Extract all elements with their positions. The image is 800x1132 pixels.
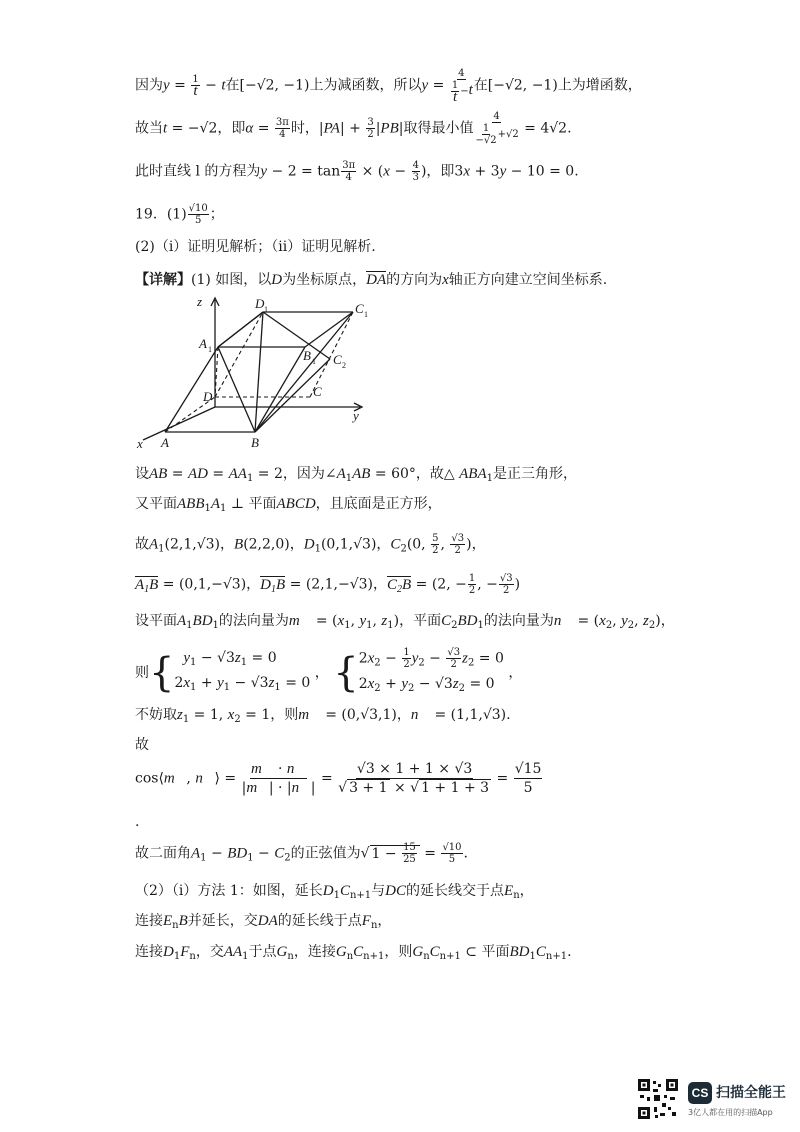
label-C2: C	[333, 352, 342, 367]
cos-line: cos⟨m⃗, n⃗⟩ = $\frac{m⃗ \cdot n⃗}{|m⃗| \cdot |n⃗|}$ = $\frac{√3 \times 1 + 1 \times √3}{√ 3 + 1 \times √ 1 + 1 + 3}$ = $\frac{√15}{5}$	[135, 761, 542, 796]
setup-line: 设AB = AD = $AA_1 = 2$，因为$\angle A_1AB = 60^\circ$，故△ $ABA_1$是正三角形，	[135, 466, 578, 484]
dot-line: .	[135, 814, 140, 830]
line-3: 此时直线 l 的方程为y − 2 = tan $\frac{3\pi}{4}$ × (x − $\frac{4}{3}$ )，即3x + 3y − 10 = 0.	[135, 160, 579, 183]
label-B1-sub: 1	[312, 357, 316, 366]
prism-diagram	[135, 292, 375, 452]
qr-code-icon	[638, 1079, 678, 1119]
line-2: 故当t = −√2，即α = $\frac{3\pi}{4}$ 时，|PA| + $\frac{3}{2}$ |PB|取得最小值 4 $\frac{1}{-√2}$ +√2 = 4√2.	[135, 111, 572, 146]
label-z: z	[197, 294, 203, 309]
label-A: A	[161, 435, 169, 450]
line-1: 因为y = $\frac{1}{t}$ − t在[−√2, −1)上为减函数，所以y = 4 $\frac{1}{t}$ −t 在[−√2, −1)上为增函数，	[135, 68, 642, 105]
label-B1: B	[303, 348, 311, 363]
system-line: 则{ $y_1 - √3z_1 = 0$ $2x_1 + y_1 - √3z_1 = 0$ ， { $2x_2$ − $\frac{1}{2}$ $y_2$ − $\frac{√3}{2}$ $z_2 = 0$ $2x_2 + y_2 - √3z_2 = 0$ ，	[135, 647, 523, 696]
camscanner-brand: 扫描全能王	[716, 1085, 786, 1101]
link-line-1: 连接$E_nB$并延长，交DA的延长线于点$F_n$，	[135, 913, 392, 931]
gu-line: 故	[135, 737, 149, 753]
part-2-summary: (2)（i）证明见解析；（ii）证明见解析.	[135, 239, 376, 255]
label-y: y	[353, 408, 359, 423]
camscanner-tagline: 3亿人都在用的扫描App	[688, 1108, 773, 1117]
plane-line: 又平面$ABB_1A_1$ ⊥ 平面ABCD，且底面是正方形，	[135, 496, 442, 514]
label-C: C	[313, 384, 322, 399]
label-A1: A	[199, 336, 207, 351]
detail-intro: 【详解】(1) 如图，以D为坐标原点，DA的方向为x轴正方向建立空间坐标系.	[135, 272, 608, 288]
label-D1: D	[255, 296, 265, 311]
label-C1: C	[355, 301, 364, 316]
label-D1-sub: 1	[264, 305, 268, 314]
label-C1-sub: 1	[364, 310, 368, 319]
label-B: B	[251, 435, 259, 450]
label-A1-sub: 1	[208, 345, 212, 354]
label-D: D	[203, 389, 213, 404]
camscanner-logo: CS	[688, 1082, 712, 1104]
link-line-2: 连接$D_1F_n$，交$AA_1$于点$G_n$，连接$G_nC_{n+1}$，则$G_nC_{n+1}$ ⊂ 平面$BD_1C_{n+1}$.	[135, 944, 572, 962]
take-line: 不妨取$z_1 = 1$, $x_2 = 1$，则m⃗ = (0,√3,1)，n⃗ = (1,1,√3).	[135, 707, 511, 725]
coords-line: 故$A_1(2,1,√3)$，B(2,2,0)，$D_1(0,1,√3)$，$C_2(0$, $\frac{5}{2}$ , $\frac{√3}{2}$ )，	[135, 533, 486, 556]
normal-line: 设平面$A_1BD_1$的法向量为m⃗ = ($x_1$, $y_1$, $z_1$)，平面$C_2BD_1$的法向量为n⃗ = ($x_2$, $y_2$, $z_2$)，	[135, 613, 675, 631]
question-19: 19．(1) $\frac{√10}{5}$ ；	[135, 203, 224, 226]
label-C2-sub: 2	[342, 361, 346, 370]
label-x: x	[137, 436, 143, 451]
sine-line: 故二面角$A_1 - BD_1 - C_2$的正弦值为√ 1 − $\frac{15}{25}$ = $\frac{√10}{5}$ .	[135, 842, 468, 865]
vectors-line: $A_1B = (0,1,-√3)$，$D_1B = (2,1,-√3)$，$C_2B = (2$, − $\frac{1}{2}$ , − $\frac{√3}{2}$ )	[135, 573, 521, 596]
method-line: （2）（i）方法 1：如图，延长$D_1C_{n+1}$与DC的延长线交于点$E_n$，	[135, 883, 534, 901]
